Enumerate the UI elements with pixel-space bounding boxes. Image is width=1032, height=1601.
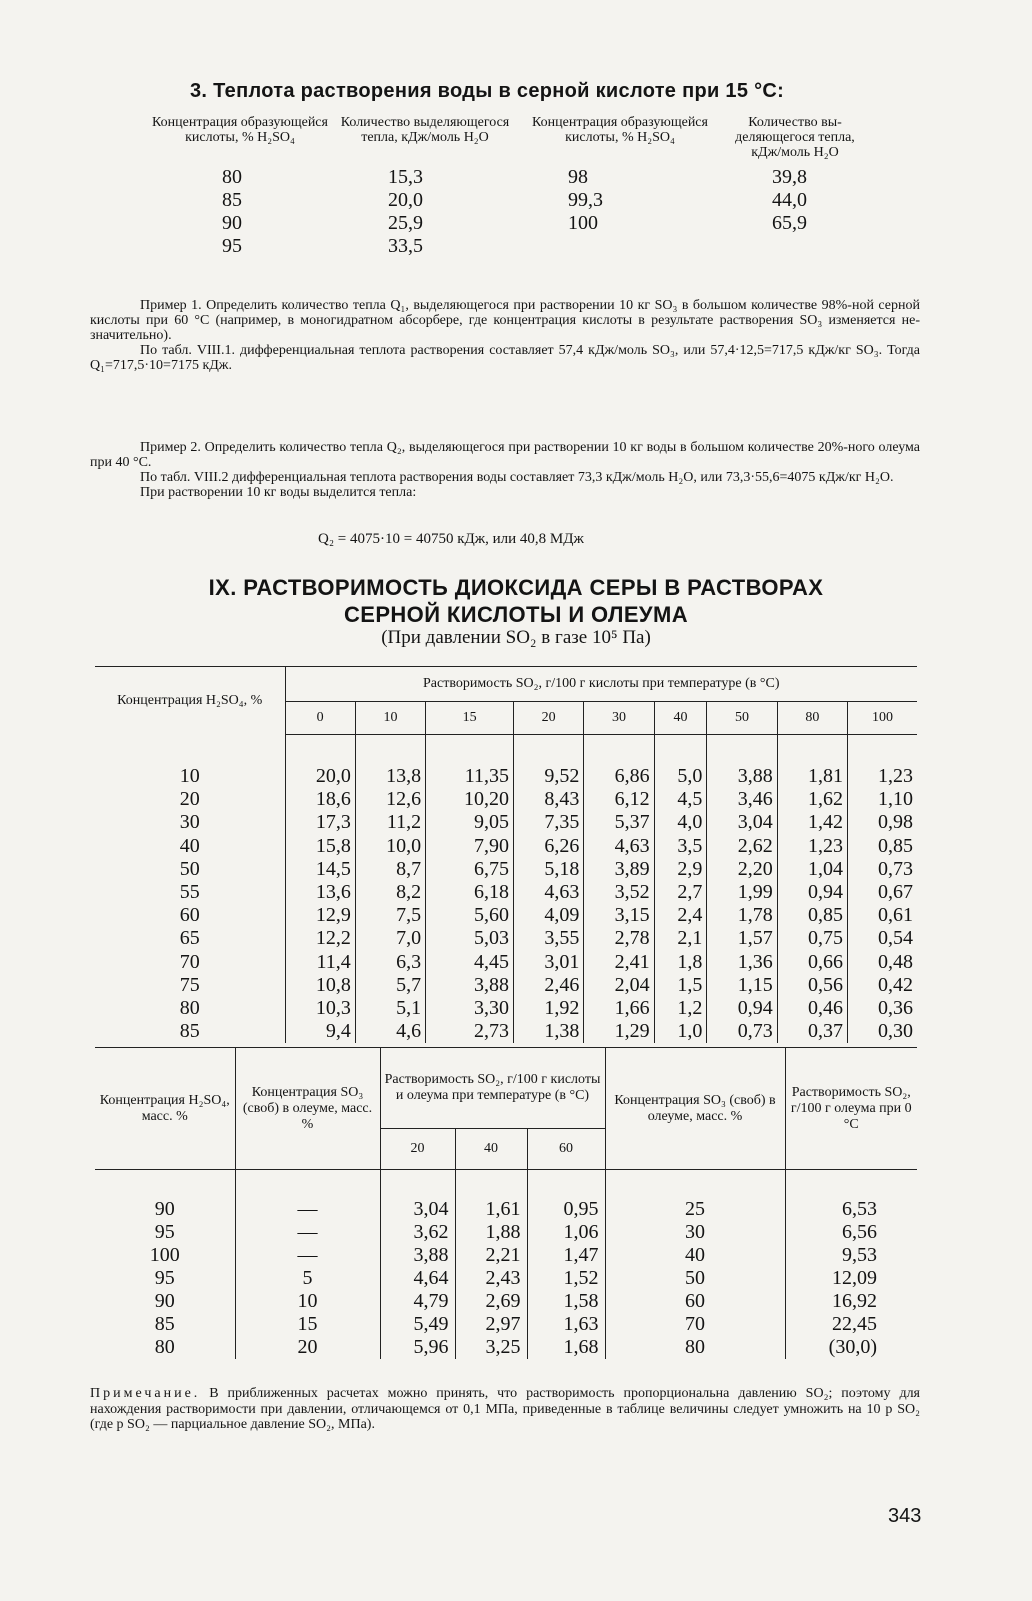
example-2-paragraph-2: По табл. VIII.2 дифференциальная теплота растворения воды составляет 73,3 кДж/моль H₂O, или 73,3·55,6=4075 кДж/кг H₂O. (140, 470, 894, 485)
solubility-cell: 4,09 (514, 904, 584, 927)
oleum-table-cell: 2,97 (455, 1313, 527, 1336)
acid-table-row (95, 1020, 917, 1043)
oleum-table-cell: 1,47 (527, 1244, 605, 1267)
acid-concentration-cell: 80 (95, 997, 285, 1020)
example-2-paragraph-3: При растворении 10 кг воды выделится тепла: (140, 485, 417, 500)
acid-table-body (95, 735, 917, 1044)
solubility-cell: 9,52 (514, 765, 584, 788)
solubility-cell: 2,04 (584, 974, 654, 997)
temp-header: 0 (285, 702, 355, 735)
oleum-table-cell: 3,25 (455, 1336, 527, 1359)
page-number: 343 (888, 1505, 922, 1527)
oleum-table-row (95, 1198, 917, 1221)
solubility-cell: 11,35 (426, 765, 514, 788)
oleum-header-h2so4: Концентрация H₂SO₄, масс. % (95, 1048, 235, 1170)
solubility-cell: 1,66 (584, 997, 654, 1020)
solubility-cell: 5,0 (654, 765, 707, 788)
temp-header: 50 (707, 702, 777, 735)
solubility-cell: 1,29 (584, 1020, 654, 1043)
oleum-table-cell: 10 (235, 1290, 380, 1313)
acid-concentration-cell: 75 (95, 974, 285, 997)
acid-concentration-cell: 70 (95, 951, 285, 974)
oleum-table-cell: 3,88 (380, 1244, 455, 1267)
oleum-table-cell: 85 (154, 1313, 175, 1335)
oleum-table-cell: 2,69 (455, 1290, 527, 1313)
solubility-cell: 7,90 (426, 835, 514, 858)
solubility-cell: 6,12 (584, 788, 654, 811)
solubility-cell: 1,36 (707, 951, 777, 974)
solubility-cell: 0,37 (777, 1020, 847, 1043)
heat-cell: 15,3 (388, 166, 423, 188)
oleum-header-so3: Концентрация SO₃ (своб) в олеуме, масс. % (235, 1048, 380, 1170)
solubility-cell: 20,0 (285, 765, 355, 788)
solubility-cell: 1,5 (654, 974, 707, 997)
temp-header: 40 (654, 702, 707, 735)
solubility-cell: 11,4 (285, 951, 355, 974)
solubility-cell: 3,30 (426, 997, 514, 1020)
acid-concentration-cell: 50 (95, 858, 285, 881)
oleum-table-cell: 6,53 (785, 1198, 917, 1221)
oleum-table-cell: 5,96 (380, 1336, 455, 1359)
solubility-cell: 6,3 (355, 951, 425, 974)
solubility-cell: 9,4 (285, 1020, 355, 1043)
solubility-cell: 0,94 (777, 881, 847, 904)
solubility-cell: 12,6 (355, 788, 425, 811)
oleum-table-cell: 25 (605, 1198, 785, 1221)
heat-cell: 20,0 (388, 189, 423, 211)
oleum-temp-header: 40 (455, 1129, 527, 1170)
solubility-cell: 0,73 (707, 1020, 777, 1043)
solubility-cell: 3,89 (584, 858, 654, 881)
section-9-title-line-1: IX. РАСТВОРИМОСТЬ ДИОКСИДА СЕРЫ В РАСТВОРАХ (208, 575, 824, 600)
solubility-cell: 5,18 (514, 858, 584, 881)
oleum-table-cell: 2,21 (455, 1244, 527, 1267)
solubility-cell: 2,78 (584, 927, 654, 950)
heat-cell: 65,9 (772, 212, 807, 234)
formula-q2: Q₂ = 4075·10 = 40750 кДж, или 40,8 МДж (318, 531, 584, 547)
solubility-cell: 5,03 (426, 927, 514, 950)
solubility-cell: 1,99 (707, 881, 777, 904)
solubility-cell: 0,66 (777, 951, 847, 974)
acid-table-row (95, 858, 917, 881)
solubility-cell: 3,5 (654, 835, 707, 858)
oleum-table-cell: 1,61 (455, 1198, 527, 1221)
oleum-table-cell: 0,95 (527, 1198, 605, 1221)
solubility-cell: 13,6 (285, 881, 355, 904)
heat-cell: 25,9 (388, 212, 423, 234)
solubility-cell: 10,3 (285, 997, 355, 1020)
solubility-cell: 2,73 (426, 1020, 514, 1043)
oleum-table-cell: 50 (605, 1267, 785, 1290)
acid-table-row (95, 904, 917, 927)
oleum-table-cell: — (235, 1221, 380, 1244)
acid-concentration-cell: 10 (95, 765, 285, 788)
temp-header: 100 (848, 702, 918, 735)
note (90, 1386, 920, 1433)
oleum-table-cell: 3,04 (380, 1198, 455, 1221)
solubility-cell: 0,98 (848, 811, 918, 834)
oleum-table-cell: 12,09 (785, 1267, 917, 1290)
acid-table-span-header: Растворимость SO₂, г/100 г кислоты при температуре (в °С) (285, 667, 917, 702)
heat-cell (720, 235, 870, 258)
heat-header-concentration-2: Концентрация образующейся кислоты, % H₂SO₄ (532, 115, 708, 145)
solubility-cell: 1,38 (514, 1020, 584, 1043)
solubility-cell: 4,63 (514, 881, 584, 904)
so2-solubility-acid-table (95, 666, 917, 1043)
temp-header: 30 (584, 702, 654, 735)
oleum-table-cell: 9,53 (785, 1244, 917, 1267)
solubility-cell: 0,94 (707, 997, 777, 1020)
solubility-cell: 0,56 (777, 974, 847, 997)
temp-header: 10 (355, 702, 425, 735)
section-9-title-line-2: СЕРНОЙ КИСЛОТЫ И ОЛЕУМА (343, 602, 689, 627)
oleum-table-cell: 16,92 (785, 1290, 917, 1313)
solubility-cell: 1,92 (514, 997, 584, 1020)
oleum-table-row (95, 1290, 917, 1313)
heat-cell: 100 (568, 212, 598, 234)
solubility-cell: 2,9 (654, 858, 707, 881)
solubility-cell: 6,26 (514, 835, 584, 858)
oleum-table-row (95, 1313, 917, 1336)
example-1-paragraph-2: По табл. VIII.1. дифференциальная теплота растворения составляет 57,4 кДж/моль SO₃, или 57,4·12,5=717,5 кДж/кг SO₃. Тогда Q₁=717,5·10=7175 кДж. (90, 343, 920, 373)
oleum-table-cell: 22,45 (785, 1313, 917, 1336)
temp-header: 20 (514, 702, 584, 735)
oleum-table-row (95, 1221, 917, 1244)
solubility-cell: 1,78 (707, 904, 777, 927)
solubility-cell: 1,8 (654, 951, 707, 974)
solubility-cell: 0,85 (777, 904, 847, 927)
oleum-table-cell: 60 (605, 1290, 785, 1313)
note-label: Примечание. (90, 1386, 201, 1401)
solubility-cell: 3,04 (707, 811, 777, 834)
oleum-table-cell: — (235, 1198, 380, 1221)
heat-cell: 39,8 (772, 166, 807, 188)
acid-table-row (95, 835, 917, 858)
oleum-table-cell: 6,56 (785, 1221, 917, 1244)
solubility-cell: 0,46 (777, 997, 847, 1020)
acid-table-row (95, 997, 917, 1020)
heat-header-heat-2: Количество выделяющегося тепла, кДж/моль H₂O (735, 115, 855, 160)
solubility-cell: 9,05 (426, 811, 514, 834)
solubility-cell: 2,7 (654, 881, 707, 904)
oleum-table-cell: 95 (154, 1221, 175, 1243)
acid-table-row (95, 974, 917, 997)
oleum-table-cell: 15 (235, 1313, 380, 1336)
solubility-cell: 3,01 (514, 951, 584, 974)
heat-cell: 99,3 (568, 189, 603, 211)
solubility-cell: 18,6 (285, 788, 355, 811)
oleum-table-cell: 30 (605, 1221, 785, 1244)
acid-table-row (95, 788, 917, 811)
so2-solubility-oleum-table (95, 1047, 917, 1359)
acid-concentration-cell: 85 (95, 1020, 285, 1043)
acid-table-row (95, 927, 917, 950)
oleum-table-cell: 1,68 (527, 1336, 605, 1359)
oleum-table-cell: 80 (154, 1336, 175, 1358)
example-1-paragraph-1: Пример 1. Определить количество тепла Q₁, выделяющегося при растворении 10 кг SO₃ в большом количестве 98%-ной серной кислоты при 60 °С (например, в моногидратном абсорбере, где концентрация кислоты в результате растворения SO₃ изменяется незначительно). (90, 298, 920, 343)
solubility-cell: 6,86 (584, 765, 654, 788)
solubility-cell: 1,04 (777, 858, 847, 881)
heat-cell: 44,0 (772, 189, 807, 211)
solubility-cell: 2,4 (654, 904, 707, 927)
solubility-cell: 0,73 (848, 858, 918, 881)
solubility-cell: 8,7 (355, 858, 425, 881)
solubility-cell: 0,54 (848, 927, 918, 950)
example-2 (90, 440, 920, 500)
oleum-table-cell: 1,06 (527, 1221, 605, 1244)
oleum-table-cell: 4,79 (380, 1290, 455, 1313)
acid-table-row-header: Концентрация H₂SO₄, % (95, 667, 285, 735)
oleum-table-cell: 2,43 (455, 1267, 527, 1290)
acid-table-row (95, 951, 917, 974)
solubility-cell: 2,20 (707, 858, 777, 881)
solubility-cell: 15,8 (285, 835, 355, 858)
oleum-table-row (95, 1267, 917, 1290)
solubility-cell: 5,37 (584, 811, 654, 834)
acid-table-row (95, 765, 917, 788)
acid-concentration-cell: 60 (95, 904, 285, 927)
solubility-cell: 3,15 (584, 904, 654, 927)
solubility-cell: 12,9 (285, 904, 355, 927)
oleum-table-cell: — (235, 1244, 380, 1267)
heat-header-concentration-1: Концентрация образующейся кислоты, % H₂SO₄ (152, 115, 328, 145)
solubility-cell: 1,10 (848, 788, 918, 811)
oleum-table-cell: 90 (154, 1198, 175, 1220)
solubility-cell: 10,8 (285, 974, 355, 997)
section-9-subtitle: (При давлении SO₂ в газе 10⁵ Па) (381, 627, 651, 648)
oleum-table-cell: 95 (154, 1267, 175, 1289)
solubility-cell: 10,0 (355, 835, 425, 858)
solubility-cell: 3,88 (426, 974, 514, 997)
heat-table-body (150, 166, 870, 258)
example-1 (90, 298, 920, 373)
solubility-cell: 4,0 (654, 811, 707, 834)
solubility-cell: 11,2 (355, 811, 425, 834)
oleum-table-cell: 70 (605, 1313, 785, 1336)
heat-cell: 98 (568, 166, 588, 188)
section-3-heading: 3. Теплота растворения воды в серной кислоте при 15 °С: (190, 80, 785, 102)
solubility-cell: 4,63 (584, 835, 654, 858)
solubility-cell: 0,36 (848, 997, 918, 1020)
solubility-cell: 6,75 (426, 858, 514, 881)
acid-concentration-cell: 40 (95, 835, 285, 858)
oleum-header-solubility: Растворимость SO₂, г/100 г кислоты и олеума при температуре (в °С) (380, 1048, 605, 1129)
solubility-cell: 2,41 (584, 951, 654, 974)
oleum-table-cell: (30,0) (785, 1336, 917, 1359)
solubility-cell: 2,62 (707, 835, 777, 858)
solubility-cell: 12,2 (285, 927, 355, 950)
solubility-cell: 0,48 (848, 951, 918, 974)
solubility-cell: 0,75 (777, 927, 847, 950)
solubility-cell: 0,30 (848, 1020, 918, 1043)
example-2-paragraph-1: Пример 2. Определить количество тепла Q₂, выделяющегося при растворении 10 кг воды в большом количестве 20%-ного олеума при 40 °С. (90, 440, 920, 470)
solubility-cell: 10,20 (426, 788, 514, 811)
heat-cell: 85 (222, 189, 242, 211)
solubility-cell: 3,55 (514, 927, 584, 950)
oleum-table-cell: 1,58 (527, 1290, 605, 1313)
temp-header: 80 (777, 702, 847, 735)
solubility-cell: 0,61 (848, 904, 918, 927)
oleum-table-cell: 1,52 (527, 1267, 605, 1290)
heat-cell: 80 (222, 166, 242, 188)
heat-table (150, 115, 870, 258)
solubility-cell: 8,43 (514, 788, 584, 811)
solubility-cell: 3,46 (707, 788, 777, 811)
acid-concentration-cell: 20 (95, 788, 285, 811)
solubility-cell: 14,5 (285, 858, 355, 881)
solubility-cell: 0,85 (848, 835, 918, 858)
solubility-cell: 7,0 (355, 927, 425, 950)
solubility-cell: 1,2 (654, 997, 707, 1020)
solubility-cell: 7,35 (514, 811, 584, 834)
solubility-cell: 1,62 (777, 788, 847, 811)
oleum-table-cell: 20 (235, 1336, 380, 1359)
oleum-table-row (95, 1244, 917, 1267)
solubility-cell: 5,1 (355, 997, 425, 1020)
solubility-cell: 7,5 (355, 904, 425, 927)
solubility-cell: 2,1 (654, 927, 707, 950)
oleum-table-cell: 4,64 (380, 1267, 455, 1290)
heat-table-header (150, 115, 870, 160)
solubility-cell: 1,15 (707, 974, 777, 997)
solubility-cell: 6,18 (426, 881, 514, 904)
oleum-table-cell: 5,49 (380, 1313, 455, 1336)
solubility-cell: 4,5 (654, 788, 707, 811)
solubility-cell: 8,2 (355, 881, 425, 904)
oleum-table-row (95, 1336, 917, 1359)
solubility-cell: 0,67 (848, 881, 918, 904)
solubility-cell: 1,81 (777, 765, 847, 788)
oleum-table-cell: 1,88 (455, 1221, 527, 1244)
solubility-cell: 1,23 (848, 765, 918, 788)
acid-concentration-cell: 30 (95, 811, 285, 834)
heat-cell: 95 (222, 235, 242, 257)
solubility-cell: 1,42 (777, 811, 847, 834)
acid-table-row (95, 881, 917, 904)
heat-cell (520, 235, 720, 258)
solubility-cell: 1,0 (654, 1020, 707, 1043)
oleum-table-cell: 90 (154, 1290, 175, 1312)
acid-concentration-cell: 65 (95, 927, 285, 950)
solubility-cell: 4,45 (426, 951, 514, 974)
solubility-cell: 4,6 (355, 1020, 425, 1043)
solubility-cell: 17,3 (285, 811, 355, 834)
solubility-cell: 3,52 (584, 881, 654, 904)
solubility-cell: 5,60 (426, 904, 514, 927)
temp-header: 15 (426, 702, 514, 735)
heat-cell: 90 (222, 212, 242, 234)
oleum-temp-header: 60 (527, 1129, 605, 1170)
heat-cell: 33,5 (388, 235, 423, 257)
solubility-cell: 2,46 (514, 974, 584, 997)
oleum-table-cell: 3,62 (380, 1221, 455, 1244)
solubility-cell: 1,23 (777, 835, 847, 858)
solubility-cell: 13,8 (355, 765, 425, 788)
solubility-cell: 0,42 (848, 974, 918, 997)
oleum-header-so3-2: Концентрация SO₃ (своб) в олеуме, масс. % (605, 1048, 785, 1170)
note-text: В приближенных расчетах можно принять, что растворимость пропорциональна давлению SO₂; поэтому для нахождения растворимости при давлении, отличающемся от 0,1 МПа, приведенные в таблице величины следует умножить на 10 p SO₂ (где p SO₂ — парциальное давление SO₂, МПа). (90, 1386, 920, 1432)
heat-header-heat-1: Количество выделяющегося тепла, кДж/моль H₂O (340, 115, 510, 145)
oleum-table-cell: 40 (605, 1244, 785, 1267)
oleum-temp-header: 20 (380, 1129, 455, 1170)
oleum-table-body (95, 1170, 917, 1360)
oleum-table-cell: 100 (149, 1244, 180, 1266)
oleum-table-cell: 5 (235, 1267, 380, 1290)
solubility-cell: 5,7 (355, 974, 425, 997)
acid-table-row (95, 811, 917, 834)
solubility-cell: 1,57 (707, 927, 777, 950)
acid-concentration-cell: 55 (95, 881, 285, 904)
oleum-table-cell: 80 (605, 1336, 785, 1359)
oleum-table-cell: 1,63 (527, 1313, 605, 1336)
oleum-header-solubility-2: Растворимость SO₂, г/100 г олеума при 0 °С (785, 1048, 917, 1170)
solubility-cell: 3,88 (707, 765, 777, 788)
